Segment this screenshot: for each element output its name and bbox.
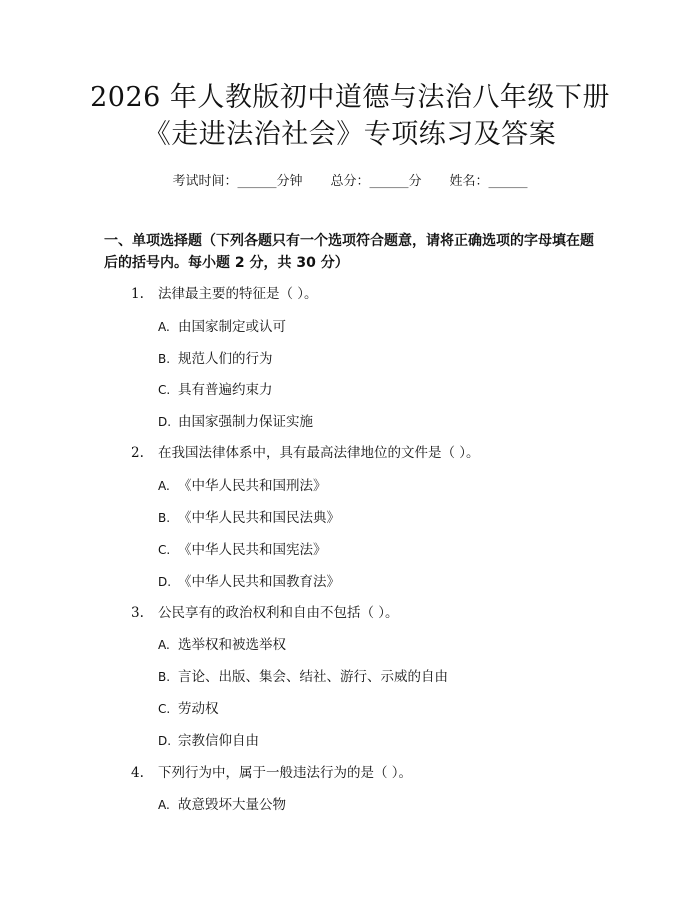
- question-text: 下列行为中，属于一般违法行为的是（ ）。: [158, 765, 413, 781]
- q2-option-c: [158, 538, 327, 558]
- option-text: 故意毁坏大量公物: [178, 797, 286, 813]
- option-text: 宗教信仰自由: [178, 733, 259, 749]
- exam-name: 姓名：______: [449, 174, 528, 189]
- q3-option-c: [158, 697, 219, 717]
- option-letter: B.: [158, 511, 171, 525]
- q2-option-b: [158, 506, 340, 526]
- q1-option-d: [158, 410, 313, 430]
- exam-score: 总分：______分: [330, 174, 422, 189]
- question-number: 1.: [131, 286, 144, 302]
- option-letter: A.: [158, 479, 170, 493]
- question-text: 公民享有的政治权利和自由不包括（ ）。: [158, 605, 399, 621]
- q3-option-b: [158, 665, 448, 685]
- option-text: 劳动权: [178, 701, 219, 717]
- document-title-line1: 2026 年人教版初中道德与法治八年级下册: [90, 82, 610, 113]
- option-letter: C.: [158, 383, 171, 397]
- option-text: 《中华人民共和国宪法》: [178, 542, 327, 558]
- section-heading: 一、单项选择题（下列各题只有一个选项符合题意，请将正确选项的字母填在题后的括号内。每小题 2 分，共 30 分）: [104, 233, 594, 271]
- option-letter: C.: [158, 543, 171, 557]
- option-text: 选举权和被选举权: [178, 637, 286, 653]
- option-letter: A.: [158, 638, 170, 652]
- question-3: [131, 601, 399, 621]
- q4-option-a: [158, 793, 286, 813]
- option-text: 由国家制定或认可: [178, 319, 286, 335]
- question-4: [131, 761, 412, 781]
- option-text: 言论、出版、集会、结社、游行、示威的自由: [178, 669, 448, 685]
- q1-option-a: [158, 315, 286, 335]
- option-letter: A.: [158, 798, 170, 812]
- option-text: 《中华人民共和国民法典》: [178, 510, 340, 526]
- option-text: 由国家强制力保证实施: [178, 414, 313, 430]
- question-text: 在我国法律体系中，具有最高法律地位的文件是（ ）。: [158, 445, 480, 461]
- exam-time: 考试时间：______分钟: [172, 174, 303, 189]
- question-1: [131, 282, 318, 302]
- question-number: 3.: [131, 605, 144, 621]
- question-2: [131, 441, 480, 461]
- question-number: 4.: [131, 765, 144, 781]
- option-text: 规范人们的行为: [178, 351, 273, 367]
- q1-option-b: [158, 347, 273, 367]
- option-letter: B.: [158, 670, 171, 684]
- option-letter: C.: [158, 702, 171, 716]
- option-letter: D.: [158, 415, 172, 429]
- option-letter: D.: [158, 734, 172, 748]
- q3-option-a: [158, 633, 286, 653]
- document-title-line2: 《走进法治社会》专项练习及答案: [143, 119, 557, 150]
- exam-info: [0, 170, 700, 189]
- q3-option-d: [158, 729, 259, 749]
- q2-option-d: [158, 570, 340, 590]
- option-text: 《中华人民共和国刑法》: [178, 478, 327, 494]
- option-letter: D.: [158, 575, 172, 589]
- option-letter: A.: [158, 320, 170, 334]
- question-text: 法律最主要的特征是（ ）。: [158, 286, 318, 302]
- q1-option-c: [158, 378, 273, 398]
- option-text: 具有普遍约束力: [178, 382, 273, 398]
- option-text: 《中华人民共和国教育法》: [178, 574, 340, 590]
- question-number: 2.: [131, 445, 144, 461]
- q2-option-a: [158, 474, 327, 494]
- option-letter: B.: [158, 352, 171, 366]
